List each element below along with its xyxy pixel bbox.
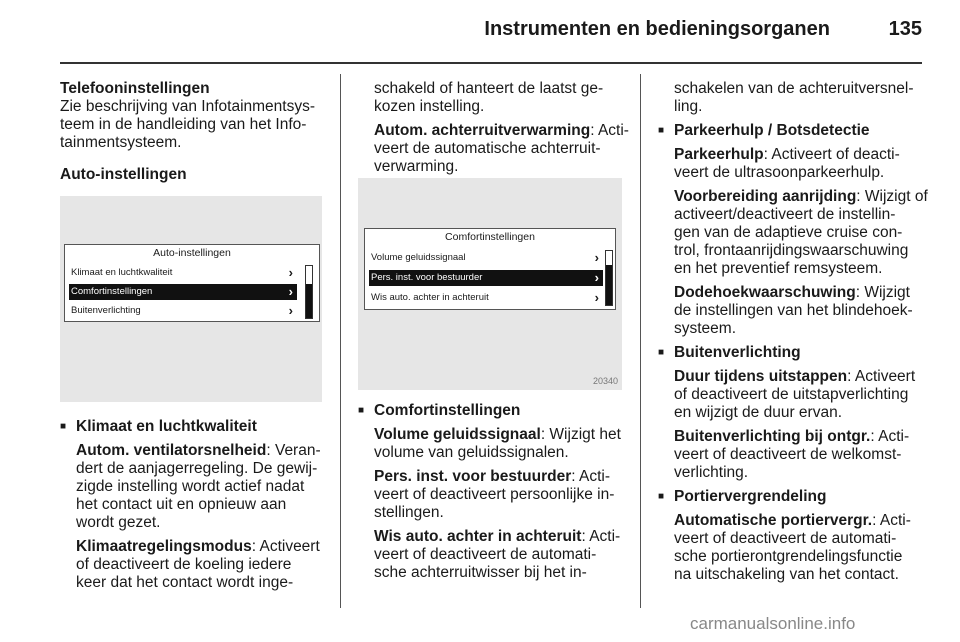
text-line: schakelen van de achteruitversnel-	[674, 80, 914, 97]
text-line: gen van de adaptieve cruise con-	[674, 224, 903, 241]
list-item	[674, 188, 950, 278]
text-line: keer dat het contact wordt inge-	[76, 574, 294, 591]
text-line: sche achterruitwisser bij het in-	[374, 564, 587, 581]
text-line: : Wijzigt het	[540, 426, 621, 443]
chevron-right-icon: ›	[594, 290, 599, 305]
menu-item-label: Comfortinstellingen	[71, 286, 153, 297]
chevron-right-icon: ›	[594, 250, 599, 265]
text-line: zigde instelling wordt actief nadat	[76, 478, 305, 495]
menu-item-label: Buitenverlichting	[71, 305, 141, 316]
text-line: veert of deactiveert de automati-	[374, 546, 597, 563]
list-item	[674, 512, 950, 584]
text-line: verlichting.	[674, 464, 749, 481]
menu-item-selected	[69, 284, 297, 300]
page-number: 135	[888, 18, 922, 40]
term: Autom. achterruitverwarming	[374, 122, 591, 139]
list-item	[76, 538, 332, 592]
paragraph	[374, 80, 630, 116]
text-line: : Acti-	[581, 528, 621, 545]
text-line: veert de ultrasoonparkeerhulp.	[674, 164, 885, 181]
scrollbar	[605, 250, 613, 306]
text-line: : Acti-	[870, 428, 910, 445]
display-screen	[364, 228, 616, 310]
list-item	[674, 368, 950, 422]
text-line: activeert/deactiveert de instellin-	[674, 206, 896, 223]
display-screen	[64, 244, 320, 322]
text-line: : Acti-	[872, 512, 911, 529]
text-line: verwarming.	[374, 158, 459, 175]
paragraph-line: Zie beschrijving van Infotainmentsys-	[60, 98, 316, 115]
scrollbar-thumb	[606, 265, 612, 305]
term: Dodehoekwaarschuwing	[674, 284, 856, 301]
figure-number: 20340	[592, 376, 618, 386]
text-line: kozen instelling.	[374, 98, 485, 115]
menu-item-selected	[369, 270, 603, 286]
text-line: of deactiveert de koeling iedere	[76, 556, 292, 573]
text-line: veert of deactiveert persoonlijke in-	[374, 486, 615, 503]
bullet-heading: ■ Klimaat en luchtkwaliteit	[60, 418, 332, 436]
term: Klimaatregelingsmodus	[76, 538, 252, 555]
text-line: veert of deactiveert de automati-	[674, 530, 897, 547]
paragraph-line: teem in de handleiding van het Info-	[60, 116, 307, 133]
list-item	[674, 146, 950, 182]
text-line: : Wijzigt of	[856, 188, 928, 205]
section-heading: Telefooninstellingen	[60, 80, 210, 97]
list-item	[674, 284, 950, 338]
list-item	[76, 442, 332, 532]
text-line: veert of deactiveert de welkomst-	[674, 446, 902, 463]
column-divider	[340, 74, 341, 608]
paragraph-line: tainmentsysteem.	[60, 134, 182, 151]
term: Parkeerhulp	[674, 146, 764, 163]
column-left	[60, 80, 332, 184]
term: Buitenverlichting bij ontgr.	[674, 428, 871, 445]
term: Autom. ventilatorsnelheid	[76, 442, 267, 459]
text-line: volume van geluidssignalen.	[374, 444, 569, 461]
menu-item-label: Pers. inst. voor bestuurder	[371, 272, 483, 283]
bullet-heading: ■ Comfortinstellingen	[358, 402, 630, 420]
chevron-right-icon: ›	[288, 303, 293, 318]
column-middle	[374, 80, 630, 182]
page-header-title: Instrumenten en bedieningsorganen	[484, 18, 830, 40]
text-line: : Acti-	[590, 122, 629, 139]
text-line: : Acti-	[571, 468, 611, 485]
bullet-heading: ■ Buitenverlichting	[658, 344, 950, 362]
text-line: : Activeert	[251, 538, 320, 555]
text-line: stellingen.	[374, 504, 444, 521]
text-line: de instellingen van het blindehoek-	[674, 302, 913, 319]
list-item	[374, 528, 630, 582]
term: Volume geluidssignaal	[374, 426, 541, 443]
text-line: : Veran-	[266, 442, 321, 459]
list-item	[674, 428, 950, 482]
text-line: ling.	[674, 98, 703, 115]
term: Wis auto. achter in achteruit	[374, 528, 582, 545]
text-line: : Wijzigt	[855, 284, 910, 301]
list-item	[374, 122, 630, 176]
text-line: schakeld of hanteert de laatst ge-	[374, 80, 604, 97]
paragraph	[658, 80, 950, 116]
text-line: of deactiveert de uitstapverlichting	[674, 386, 909, 403]
section-heading: Auto-instellingen	[60, 166, 187, 183]
term: Duur tijdens uitstappen	[674, 368, 848, 385]
chevron-right-icon: ›	[288, 265, 293, 280]
text-line: systeem.	[674, 320, 737, 337]
column-divider	[640, 74, 641, 608]
menu-item	[69, 303, 297, 319]
menu-item-label: Volume geluidssignaal	[371, 252, 466, 263]
scrollbar-thumb	[306, 284, 312, 318]
text-line: en het preventief remsysteem.	[674, 260, 883, 277]
text-line: en wijzigt de duur ervan.	[674, 404, 843, 421]
bullet-heading: ■ Parkeerhulp / Botsdetectie	[658, 122, 950, 140]
list-item	[374, 426, 630, 462]
text-line: veert de automatische achterruit-	[374, 140, 601, 157]
bullet-heading: ■ Portiervergrendeling	[658, 488, 950, 506]
menu-item-label: Wis auto. achter in achteruit	[371, 292, 489, 303]
menu-item	[369, 250, 603, 266]
chevron-right-icon: ›	[288, 284, 293, 299]
menu-item	[69, 265, 297, 281]
text-line: het contact uit en opnieuw aan	[76, 496, 287, 513]
screen-title: Auto-instellingen	[153, 247, 231, 259]
text-line: sche portierontgrendelingsfunctie	[674, 548, 903, 565]
column-middle-list	[358, 402, 630, 588]
figure-auto-instellingen	[60, 196, 322, 402]
watermark: carmanualsonline.info	[690, 614, 856, 633]
text-line: dert de aanjagerregeling. De gewij-	[76, 460, 318, 477]
text-line: : Activeert of deacti-	[763, 146, 900, 163]
text-line: : Activeert	[847, 368, 916, 385]
screen-title: Comfortinstellingen	[445, 231, 535, 243]
term: Voorbereiding aanrijding	[674, 188, 857, 205]
scrollbar	[305, 265, 313, 319]
list-item	[374, 468, 630, 522]
figure-comfortinstellingen	[358, 178, 622, 390]
text-line: na uitschakeling van het contact.	[674, 566, 899, 583]
term: Pers. inst. voor bestuurder	[374, 468, 572, 485]
column-right	[658, 80, 950, 590]
chevron-right-icon: ›	[594, 270, 599, 285]
text-line: trol, frontaanrijdingswaarschuwing	[674, 242, 909, 259]
menu-item	[369, 290, 603, 306]
menu-item-label: Klimaat en luchtkwaliteit	[71, 267, 173, 278]
column-left-list	[60, 418, 332, 598]
term: Automatische portiervergr.	[674, 512, 873, 529]
header-divider	[60, 62, 922, 64]
text-line: wordt gezet.	[76, 514, 161, 531]
